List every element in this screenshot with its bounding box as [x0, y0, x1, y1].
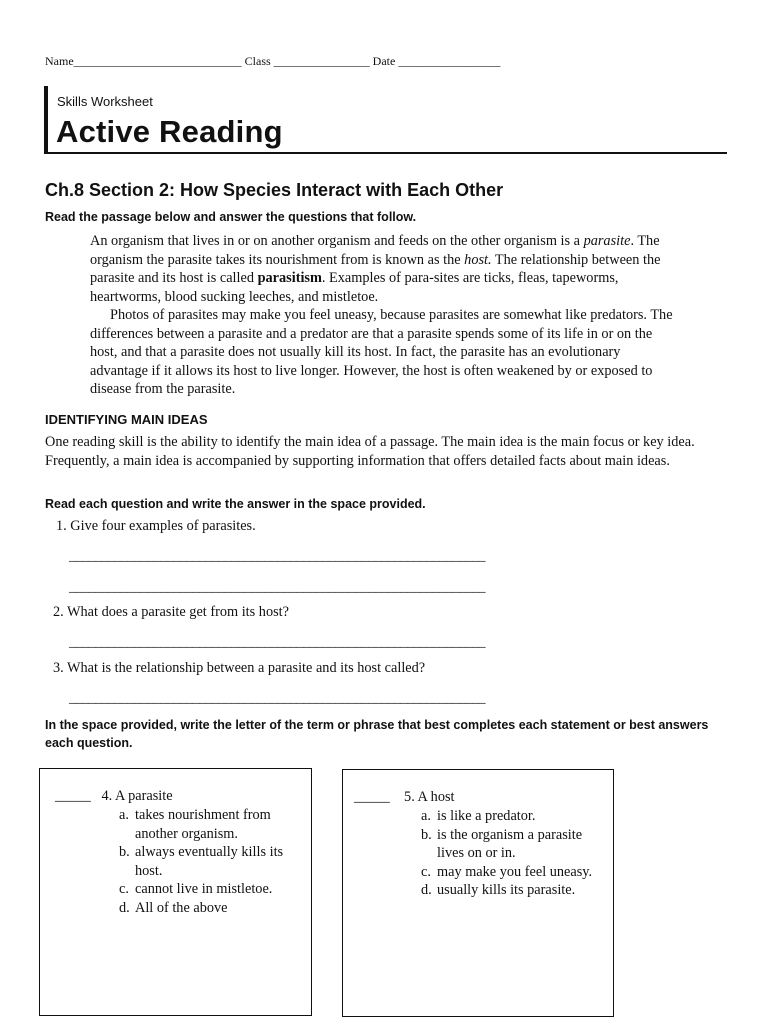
option-4d: d. All of the above [119, 899, 228, 916]
student-info-line [45, 54, 500, 69]
term-parasitism: parasitism [257, 270, 322, 286]
question-5-stem-line [354, 788, 455, 807]
date-blank[interactable]: _________________ [398, 54, 501, 68]
option-5c: c. may make you feel uneasy. [421, 863, 593, 880]
option-5a: a. is like a predator. [421, 808, 536, 824]
section-title: Ch.8 Section 2: How Species Interact with Each Other [45, 180, 504, 200]
multiple-choice-instruction: In the space provided, write the letter of the term or phrase that best completes each statement or best answers each question. [45, 718, 709, 750]
option-4c: c. cannot live in mistletoe. [119, 881, 273, 897]
question-3: 3. What is the relationship between a parasite and its host called? [53, 660, 426, 676]
banner-rule [44, 152, 727, 154]
answer-line-3[interactable]: ________________________________________________________________ [69, 691, 485, 706]
worksheet-kicker: Skills Worksheet [57, 94, 153, 109]
name-label: Name [45, 54, 74, 68]
question-4-options [119, 806, 305, 917]
question-4-stem-line [55, 787, 173, 806]
class-blank[interactable]: ________________ [273, 54, 370, 68]
term-host: host. [464, 251, 492, 268]
question-5-options [421, 807, 606, 900]
option-4b: b. always eventually kills its host. [119, 844, 284, 879]
answer-blank-4[interactable]: _____ [55, 788, 91, 804]
passage-instruction: Read the passage below and answer the questions that follow. [45, 210, 417, 224]
answer-blank-5[interactable]: _____ [354, 789, 390, 805]
term-parasite: parasite [583, 233, 631, 249]
name-blank[interactable]: ____________________________ [73, 54, 242, 68]
answer-line-2[interactable]: ________________________________________________________________ [69, 635, 485, 650]
option-5b: b. is the organism a parasite lives on or in. [421, 826, 583, 861]
passage-paragraph-1: An organism that lives in or on another organism and feeds on the other organism is a parasite. The organism the parasite takes its nourishment from is known as the host. The relationship between the parasite and its host is called parasitism. Examples of para-sites are ticks, fleas, tapeworms, heartworms, blood sucking leeches, and mistletoe. [90, 233, 661, 305]
answer-line-1b[interactable]: ________________________________________________________________ [69, 580, 485, 595]
question-4-stem: 4. A parasite [101, 788, 173, 804]
questions-instruction: Read each question and write the answer in the space provided. [45, 497, 426, 511]
question-1: 1. Give four examples of parasites. [56, 518, 256, 534]
reading-passage [90, 232, 675, 399]
date-label: Date [372, 54, 396, 68]
answer-line-1a[interactable]: ________________________________________________________________ [69, 549, 485, 564]
question-2: 2. What does a parasite get from its host? [53, 604, 289, 620]
banner-vertical-bar [44, 86, 48, 154]
question-5-stem: 5. A host [404, 789, 455, 805]
passage-paragraph-2: Photos of parasites may make you feel uneasy, because parasites are somewhat like predators. The differences between a parasite and a predator are that a parasite spends some of its life in or on the host, and that a parasite does not usually kill its host. In fact, the parasite has an evolutionary advantage if it allows its host to live longer. However, the host is often weakened by or exposed to disease from the parasite. [90, 307, 673, 397]
page-title: Active Reading [56, 114, 283, 149]
main-ideas-text: One reading skill is the ability to identify the main idea of a passage. The main idea is the main focus or key idea. Frequently, a main idea is accompanied by supporting information that offers detailed facts about main ideas. [45, 434, 695, 469]
class-label: Class [244, 54, 271, 68]
option-5d: d. usually kills its parasite. [421, 882, 576, 898]
main-ideas-heading: IDENTIFYING MAIN IDEAS [45, 412, 208, 427]
option-4a: a. takes nourishment from another organism. [119, 807, 271, 842]
